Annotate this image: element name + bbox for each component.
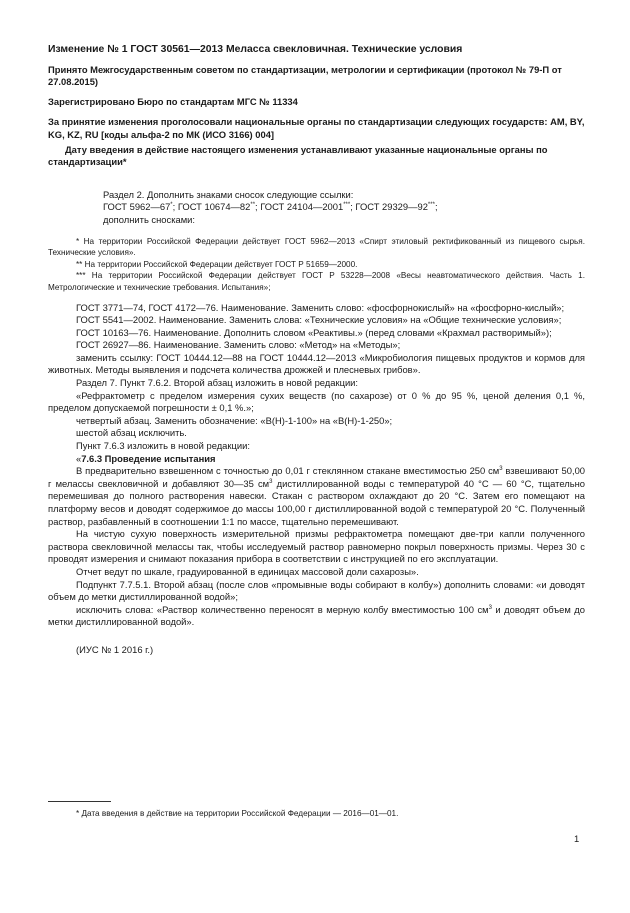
section-2-references bbox=[48, 201, 585, 214]
document-page bbox=[48, 44, 585, 657]
page-number: 1 bbox=[574, 833, 580, 844]
ref-mark: *** bbox=[427, 202, 435, 209]
ref-text: ; ГОСТ 29329—92 bbox=[350, 201, 428, 213]
text-run: и доводят объем до метки дистиллированной водой». bbox=[48, 603, 585, 628]
ref-text: ; ГОСТ 10674—82 bbox=[172, 201, 251, 213]
paragraph: ГОСТ 10163—76. Наименование. Дополнить словом «Реактивы.» (перед словами «Крахмал растворимый»); bbox=[76, 326, 552, 338]
effective-date-notice: Дату введения в действие настоящего изменения устанавливают указанные национальные органы по стандартизации* bbox=[48, 143, 548, 168]
footnote: * Дата введения в действие на территории Российской Федерации — 2016—01—01. bbox=[76, 809, 399, 818]
text-run: исключить слова: «Раствор количественно переносят в мерную колбу вместимостью 100 см bbox=[76, 603, 489, 615]
note-2: ** На территории Российской Федерации действует ГОСТ Р 51659—2000. bbox=[76, 259, 358, 269]
paragraph: «Рефрактометр с пределом измерения сухих веществ (по сахарозе) от 0 % до 95 %, ценой деления 0,1 %, пределом допускаемой погрешности ± 0,1 %.»; bbox=[48, 389, 585, 414]
isu-reference: (ИУС № 1 2016 г.) bbox=[76, 643, 154, 655]
amendment-title: Изменение № 1 ГОСТ 30561—2013 Меласса свекловичная. Технические условия bbox=[48, 44, 463, 55]
text-run: взвешивают 50,00 г мелассы свекловичной и добавляют 30—35 см bbox=[48, 465, 585, 489]
paragraph: четвертый абзац. Заменить обозначение: «В(Н)-1-100» на «В(Н)-1-250»; bbox=[76, 414, 393, 426]
ref-mark: ** bbox=[250, 202, 256, 209]
ref-mark: *** bbox=[343, 202, 351, 209]
paragraph: заменить ссылку: ГОСТ 10444.12—88 на ГОСТ 10444.12—2013 «Микробиология пищевых продуктов и кормов для животных. Методы выявления и подсчета количества дрожжей и плесневых грибов». bbox=[48, 351, 585, 376]
subsection-title: 7.6.3 Проведение испытания bbox=[81, 452, 216, 464]
document-body bbox=[48, 302, 585, 657]
superscript: 3 bbox=[488, 604, 492, 611]
section-2-add-notes: дополнить сносками: bbox=[103, 213, 196, 225]
ref-text: ; bbox=[434, 201, 438, 213]
inserted-notes bbox=[48, 236, 585, 294]
ref-mark: * bbox=[170, 202, 173, 209]
note-1: * На территории Российской Федерации действует ГОСТ 5962—2013 «Спирт этиловый ректификованный из пищевого сырья. Технические условия». bbox=[48, 236, 585, 258]
paragraph: Раздел 7. Пункт 7.6.2. Второй абзац изложить в новой редакции: bbox=[76, 377, 359, 389]
paragraph: ГОСТ 3771—74, ГОСТ 4172—76. Наименование. Заменить слово: «фосфорнокислый» на «фосфорно-кислый»; bbox=[76, 301, 565, 313]
paragraph: На чистую сухую поверхность измерительной призмы рефрактометра помещают две-три капли полученного раствора свекловичной мелассы так, чтобы исследуемый раствор равномерно покрыл поверхность призмы. Через 30 с проводят измерения и снимают показания прибора в соответствии с инструкцией по его эксплуатации. bbox=[48, 528, 585, 565]
footnote-divider bbox=[48, 801, 111, 802]
superscript: 3 bbox=[499, 466, 503, 473]
ref-text: ГОСТ 5962—67 bbox=[103, 201, 171, 213]
paragraph: ГОСТ 26927—86. Наименование. Заменить слово: «Метод» на «Методы»; bbox=[76, 339, 401, 351]
paragraph bbox=[48, 604, 585, 629]
paragraph bbox=[48, 465, 585, 528]
section-2-intro: Раздел 2. Дополнить знаками сносок следующие ссылки: bbox=[103, 188, 354, 200]
text-run: дистиллированной воды с температурой 40 °С — 60 °С, тщательно перемешивая до полного растворения навески. Стакан с раствором охлаждают до 20 °С. Затем его помещают на платформу весов и доводят содержимое до массы 100,00 г дистиллированной водой с температурой 20 °С. Полученный раствор, разбавленный в соотношении 1:1 по массе, тщательно перемешивают. bbox=[48, 477, 586, 527]
document-header bbox=[48, 44, 585, 169]
paragraph: шестой абзац исключить. bbox=[76, 427, 187, 439]
ref-text: ; ГОСТ 24104—2001 bbox=[255, 201, 344, 213]
paragraph: Подпункт 7.7.5.1. Второй абзац (после слов «промывные воды собирают в колбу») дополнить словами: «и доводят объем до метки дистиллированной водой»; bbox=[48, 578, 585, 603]
adoption-statement: Принято Межгосударственным советом по стандартизации, метрологии и сертификации (протокол № 79-П от 27.08.2015) bbox=[48, 63, 562, 88]
quote-mark: « bbox=[76, 452, 82, 464]
text-run: В предварительно взвешенном с точностью до 0,01 г стеклянном стакане вместимостью 250 см bbox=[76, 465, 500, 477]
voting-statement: За принятие изменения проголосовали национальные органы по стандартизации следующих государств: AM, BY, KG, KZ, RU [коды альфа-2 по МК (ИСО 3166) 004] bbox=[48, 116, 585, 140]
section-2-block bbox=[48, 189, 585, 227]
paragraph: Отчет ведут по шкале, градуированной в единицах массовой доли сахарозы». bbox=[76, 565, 419, 577]
superscript: 3 bbox=[269, 478, 273, 485]
paragraph: ГОСТ 5541—2002. Наименование. Заменить слова: «Технические условия» на «Общие технические условия»; bbox=[76, 314, 562, 326]
paragraph: Пункт 7.6.3 изложить в новой редакции: bbox=[76, 440, 250, 452]
note-3: *** На территории Российской Федерации действует ГОСТ Р 53228—2008 «Весы неавтоматического действия. Часть 1. Метрологические и технические требования. Испытания»; bbox=[48, 271, 585, 292]
subsection-heading bbox=[48, 453, 585, 466]
registration-statement: Зарегистрировано Бюро по стандартам МГС № 11334 bbox=[48, 95, 298, 107]
